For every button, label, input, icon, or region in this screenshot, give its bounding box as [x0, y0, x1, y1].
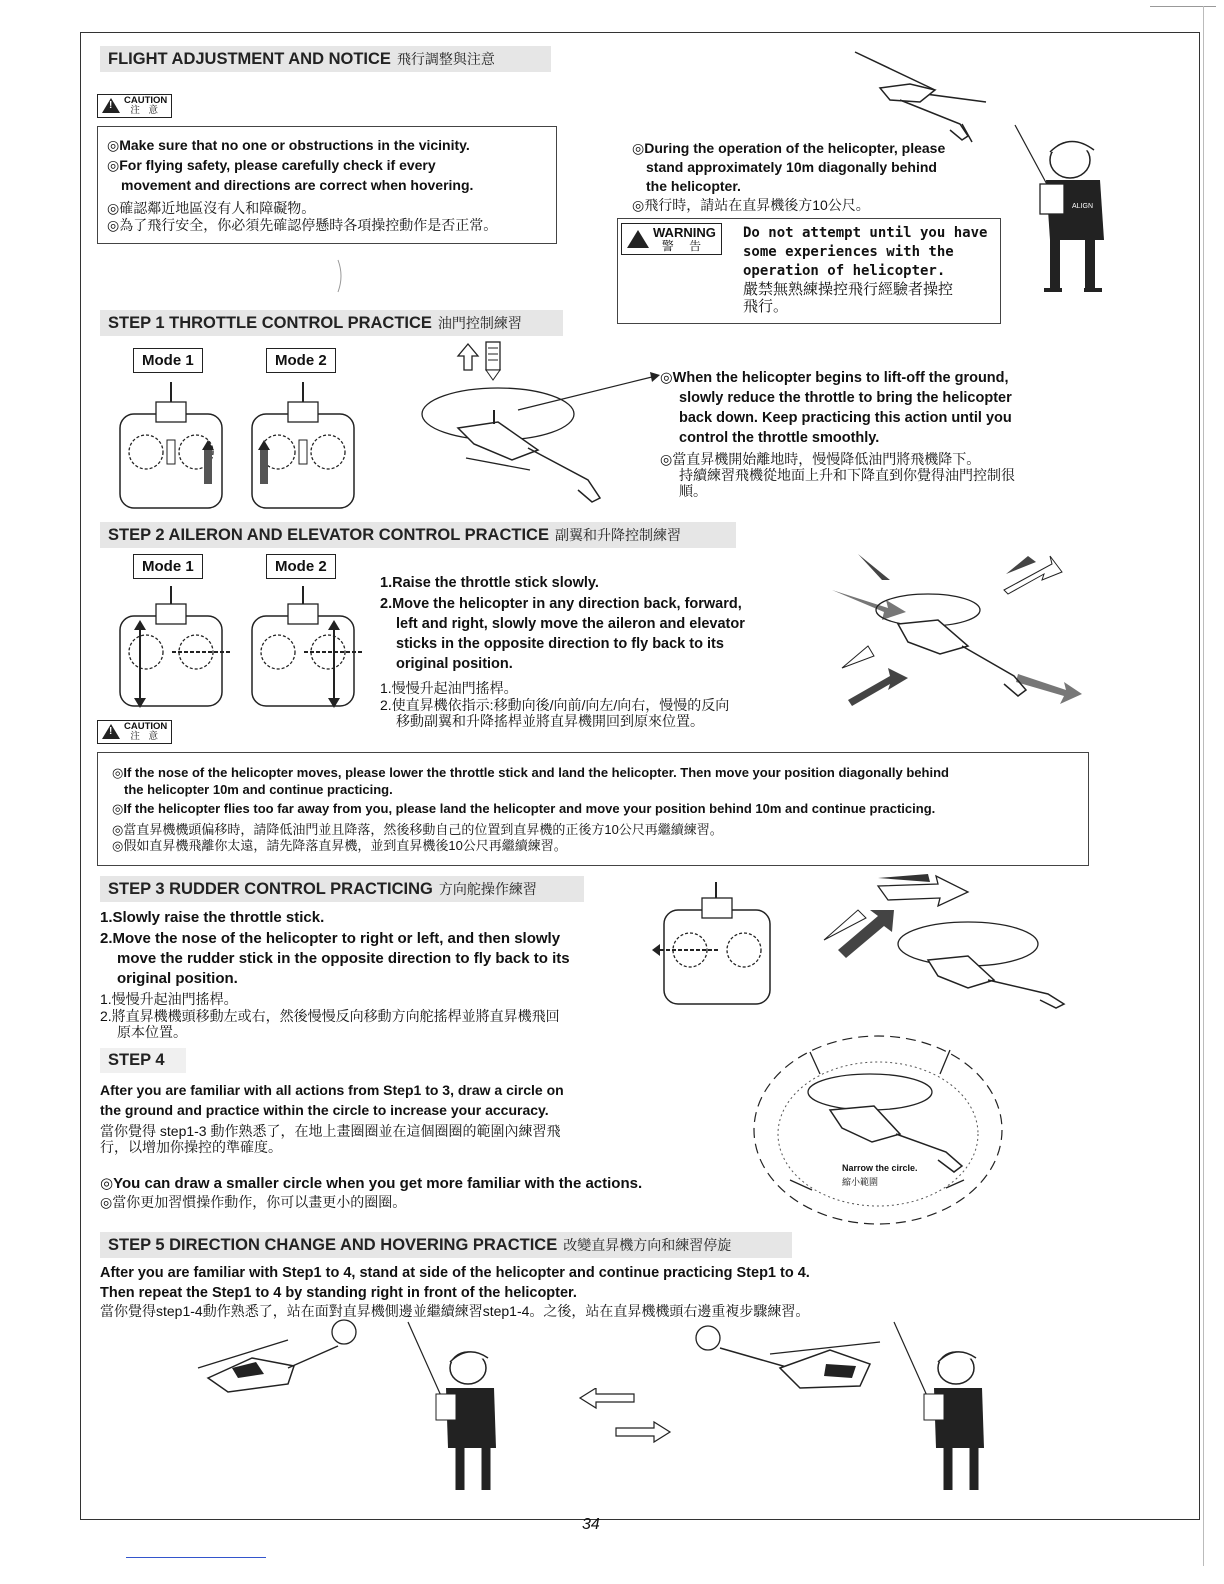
- step3-line-3: move the rudder stick in the opposite direction to fly back to its: [117, 950, 570, 967]
- step2-caution-badge: [97, 720, 172, 744]
- warning-triangle-icon: [102, 724, 120, 739]
- pilot-illustration: [1010, 120, 1110, 300]
- notice-line-1: ◎Make sure that no one or obstructions in the vicinity.: [107, 137, 470, 153]
- step1-transmitter-mode1: [118, 380, 224, 510]
- right-edge-line: [1203, 6, 1204, 1566]
- warning-label-en: WARNING: [653, 225, 716, 240]
- step5-line-2: Then repeat the Step1 to 4 by standing right in front of the helicopter.: [100, 1285, 577, 1301]
- step3-title-en: STEP 3 RUDDER CONTROL PRACTICING: [108, 880, 433, 898]
- step2-line-8: 移動副翼和升降搖桿並將直昇機開回到原來位置。: [396, 713, 704, 729]
- caution-label-en: CAUTION: [124, 721, 168, 732]
- warning-line-4: 嚴禁無熟練操控飛行經驗者操控: [743, 281, 954, 298]
- shirt-brand-text: ALIGN: [1072, 203, 1094, 210]
- step2-mode1-label: Mode 1: [133, 554, 203, 579]
- operation-line-3: the helicopter.: [646, 178, 741, 194]
- warning-line-2: some experiences with the: [743, 244, 954, 260]
- step1-line-4: control the throttle smoothly.: [679, 430, 880, 446]
- step2-title-en: STEP 2 AILERON AND ELEVATOR CONTROL PRACTICE: [108, 526, 549, 544]
- step1-line-7: 順。: [679, 483, 707, 499]
- step2-mode2-label: Mode 2: [266, 554, 336, 579]
- step2-helicopter-directions-illustration: [828, 550, 1088, 720]
- top-edge-line: [1150, 6, 1216, 7]
- step4-line-5: ◎You can draw a smaller circle when you get more familiar with the actions.: [100, 1175, 643, 1192]
- step2-title: [100, 522, 736, 548]
- notice-line-2: ◎For flying safety, please carefully check if every: [107, 157, 436, 173]
- notice-line-4: ◎確認鄰近地區沒有人和障礙物。: [107, 200, 316, 216]
- step1-mode1-label: Mode 1: [133, 348, 203, 373]
- step4-title: STEP 4: [100, 1048, 186, 1073]
- step2-transmitter-mode1: [112, 584, 234, 714]
- page-title-zh: 飛行調整與注意: [396, 51, 495, 67]
- caution-badge: [97, 94, 172, 118]
- page-title: [100, 46, 551, 72]
- step2-line-5: original position.: [396, 656, 513, 672]
- step2-line-7: 2.使直昇機依指示:移動向後/向前/向左/向右，慢慢的反向: [380, 697, 730, 713]
- step2-caution-line-5: ◎假如直昇機飛離你太遠，請先降落直昇機，並到直昇機後10公尺再繼續練習。: [112, 838, 567, 853]
- notice-line-3: movement and directions are correct when hovering.: [121, 177, 474, 193]
- step4-caption-zh: 縮小範圍: [842, 1177, 879, 1187]
- step4-line-1: After you are familiar with all actions from Step1 to 3, draw a circle on: [100, 1082, 564, 1098]
- bottom-link-line: [126, 1557, 266, 1558]
- page-number: 34: [582, 1516, 600, 1533]
- step3-transmitter: [650, 880, 780, 1006]
- step3-line-2: 2.Move the nose of the helicopter to right or left, and then slowly: [100, 930, 561, 947]
- step2-line-3: left and right, slowly move the aileron and elevator: [396, 616, 745, 632]
- step2-caution-line-2: the helicopter 10m and continue practicing.: [124, 782, 393, 797]
- step5-line-1: After you are familiar with Step1 to 4, stand at side of the helicopter and continue practicing Step1 to 4.: [100, 1265, 810, 1281]
- step3-helicopter-rotate-illustration: [818, 870, 1088, 1010]
- step3-title-zh: 方向舵操作練習: [438, 881, 537, 897]
- operation-line-2: stand approximately 10m diagonally behind: [646, 159, 937, 175]
- step4-line-3: 當你覺得 step1-3 動作熟悉了，在地上畫圈圈並在這個圈圈的範圍內練習飛: [100, 1123, 561, 1139]
- caution-label-zh: 注 意: [130, 730, 161, 742]
- step3-line-5: 1.慢慢升起油門搖桿。: [100, 991, 238, 1007]
- step4-caption-en: Narrow the circle.: [842, 1163, 918, 1173]
- step5-title: [100, 1232, 792, 1258]
- step5-front-view-illustration: [680, 1318, 1000, 1498]
- warning-line-1: Do not attempt until you have: [743, 225, 988, 241]
- step1-line-6: 持續練習飛機從地面上升和下降直到你覺得油門控制很: [679, 467, 1015, 483]
- step3-line-1: 1.Slowly raise the throttle stick.: [100, 909, 325, 926]
- step2-line-6: 1.慢慢升起油門搖桿。: [380, 680, 518, 696]
- step1-line-5: ◎當直昇機開始離地時，慢慢降低油門將飛機降下。: [660, 451, 981, 467]
- step5-line-3: 當你覺得step1-4動作熟悉了，站在面對直昇機側邊並繼續練習step1-4。之後，站在直昇機機頭右邊重複步驟練習。: [100, 1303, 810, 1319]
- step5-title-en: STEP 5 DIRECTION CHANGE AND HOVERING PRACTICE: [108, 1236, 558, 1254]
- step1-line-3: back down. Keep practicing this action until you: [679, 410, 1012, 426]
- step2-line-1: 1.Raise the throttle stick slowly.: [380, 575, 599, 591]
- page-title-en: FLIGHT ADJUSTMENT AND NOTICE: [108, 50, 391, 68]
- caution-label-en: CAUTION: [124, 95, 168, 106]
- step4-line-6: ◎當你更加習慣操作動作，你可以畫更小的圈圈。: [100, 1194, 407, 1210]
- notice-line-5: ◎為了飛行安全，你必須先確認停懸時各項操控動作是否正常。: [107, 217, 498, 233]
- step1-title-en: STEP 1 THROTTLE CONTROL PRACTICE: [108, 314, 432, 332]
- warning-line-3: operation of helicopter.: [743, 263, 946, 279]
- step1-helicopter-illustration: [418, 340, 668, 510]
- caution-label-zh: 注 意: [130, 104, 161, 116]
- divider-stroke: [320, 258, 350, 294]
- step3-line-7: 原本位置。: [117, 1024, 187, 1040]
- helicopter-hover-illustration: [850, 44, 990, 144]
- step4-circle-practice-illustration: [750, 1030, 1010, 1230]
- warning-badge: [621, 223, 722, 255]
- step3-line-4: original position.: [117, 970, 238, 987]
- step1-title: [100, 310, 563, 336]
- step1-transmitter-mode2: [250, 380, 356, 510]
- step5-side-view-illustration: [188, 1318, 518, 1498]
- step1-line-1: ◎When the helicopter begins to lift-off the ground,: [660, 370, 1009, 386]
- step3-title: [100, 876, 584, 902]
- step1-mode2-label: Mode 2: [266, 348, 336, 373]
- step2-caution-line-3: ◎If the helicopter flies too far away from you, please land the helicopter and move your position behind 10m and continue practicing.: [112, 801, 936, 816]
- step2-caution-line-4: ◎當直昇機機頭偏移時，請降低油門並且降落，然後移動自己的位置到直昇機的正後方10公尺再繼續練習。: [112, 822, 723, 837]
- step5-title-zh: 改變直昇機方向和練習停旋: [563, 1237, 732, 1253]
- step5-direction-arrows: [576, 1388, 676, 1448]
- step2-caution-line-1: ◎If the nose of the helicopter moves, please lower the throttle stick and land the helicopter. Then move your position diagonally behind: [112, 765, 949, 780]
- warning-line-5: 飛行。: [743, 298, 789, 315]
- operation-line-4: ◎飛行時，請站在直昇機後方10公尺。: [632, 197, 870, 213]
- step2-line-4: sticks in the opposite direction to fly back to its: [396, 636, 724, 652]
- step2-transmitter-mode2: [244, 584, 366, 714]
- step2-line-2: 2.Move the helicopter in any direction back, forward,: [380, 596, 742, 612]
- step3-line-6: 2.將直昇機機頭移動左或右，然後慢慢反向移動方向舵搖桿並將直昇機飛回: [100, 1008, 560, 1024]
- step4-line-2: the ground and practice within the circle to increase your accuracy.: [100, 1102, 549, 1118]
- step4-line-4: 行，以增加你操控的準確度。: [100, 1139, 282, 1155]
- warning-label-zh: 警 告: [661, 238, 708, 253]
- step2-title-zh: 副翼和升降控制練習: [554, 527, 681, 543]
- operation-line-1: ◎During the operation of the helicopter, please: [632, 140, 946, 156]
- step1-title-zh: 油門控制練習: [437, 315, 522, 331]
- warning-triangle-icon: [627, 230, 649, 248]
- warning-triangle-icon: [102, 98, 120, 113]
- step1-line-2: slowly reduce the throttle to bring the helicopter: [679, 390, 1012, 406]
